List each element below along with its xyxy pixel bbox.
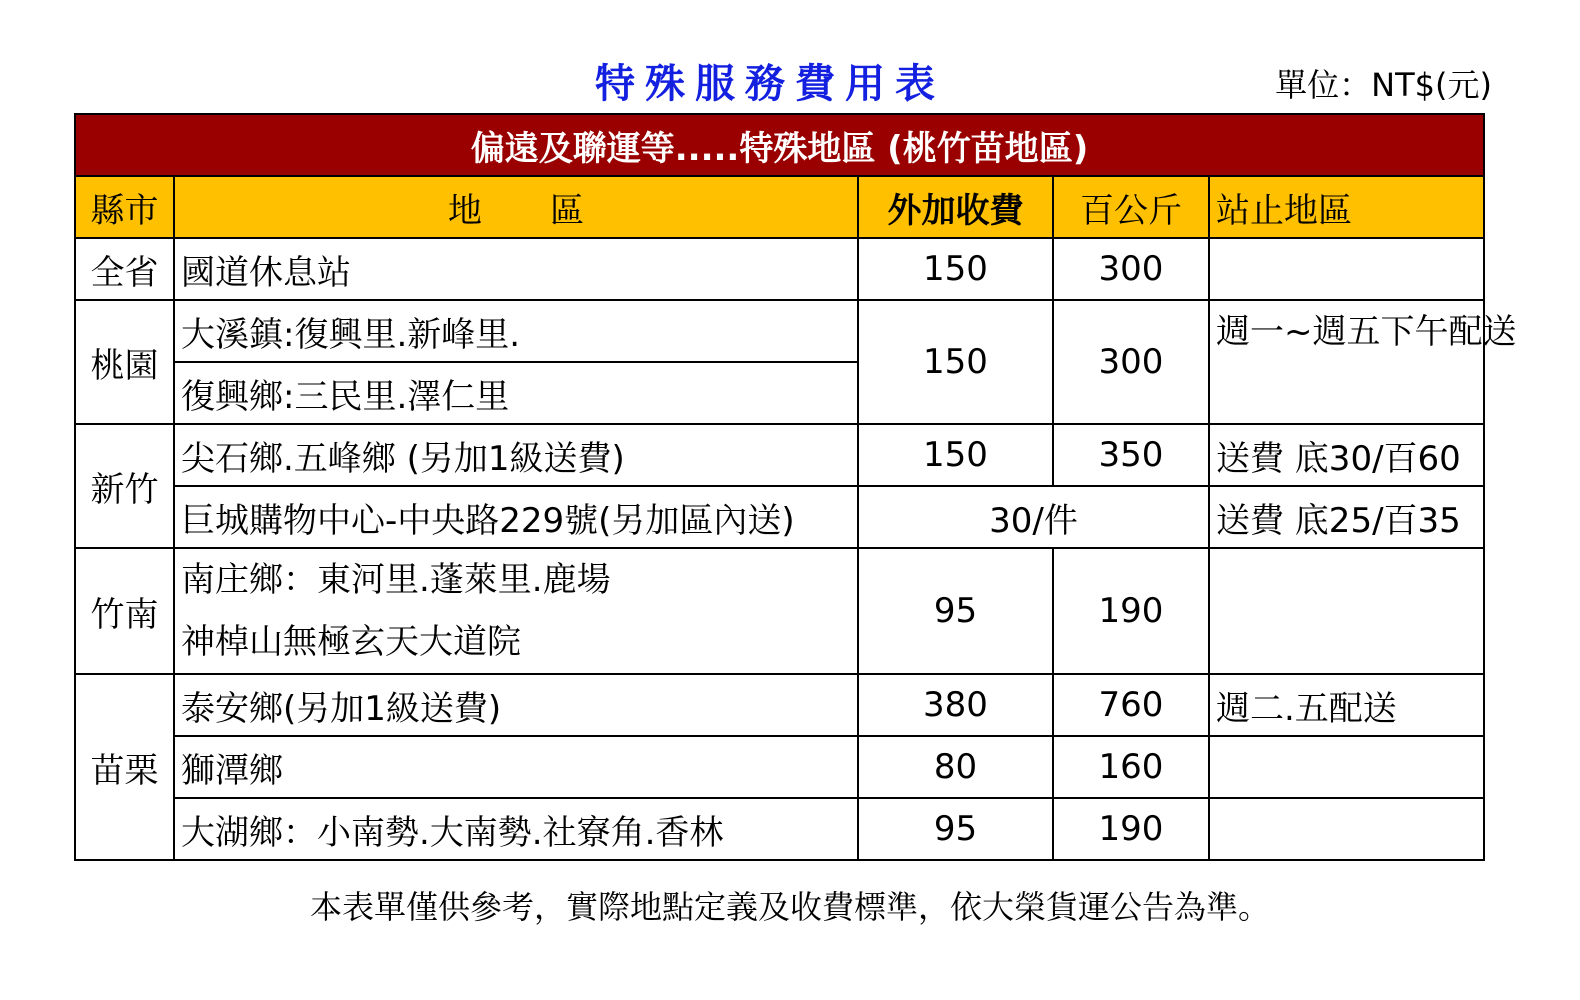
area-line: 南庄鄉：東河里.蓬萊里.鹿場: [181, 560, 611, 600]
area-cell: 大溪鎮:復興里.新峰里.: [174, 300, 858, 362]
table-row: [75, 798, 1484, 860]
per100-cell: 300: [1053, 238, 1209, 300]
table-row: [75, 736, 1484, 798]
header-area: 地 區: [174, 176, 858, 238]
area-line: 神棹山無極玄天大道院: [181, 622, 521, 662]
per100-cell: 300: [1053, 300, 1209, 424]
area-cell: 復興鄉:三民里.澤仁里: [174, 362, 858, 424]
stop-cell: 送費 底30/百60: [1209, 424, 1484, 486]
per100-cell: 190: [1053, 548, 1209, 674]
area-cell: 尖石鄉.五峰鄉 (另加1級送費): [174, 424, 858, 486]
fee-table: [74, 113, 1517, 861]
footnote: 本表單僅供參考，實際地點定義及收費標準，依大榮貨運公告為準。: [309, 888, 1270, 926]
per100-cell: 760: [1053, 674, 1209, 736]
table-row: [75, 424, 1484, 486]
table-row: [75, 548, 1484, 674]
county-cell: 竹南: [75, 548, 174, 674]
stop-cell: [1209, 736, 1484, 798]
area-cell: 國道休息站: [174, 238, 858, 300]
stop-cell: 週一~週五下午配送: [1209, 300, 1484, 424]
table-row: [75, 486, 1484, 548]
surcharge-cell: 380: [858, 674, 1053, 736]
unit-label: 單位：NT$(元): [1275, 66, 1492, 104]
per100-cell: 160: [1053, 736, 1209, 798]
surcharge-cell: 150: [858, 238, 1053, 300]
table-row: [75, 300, 1484, 362]
page-title: 特殊服務費用表: [595, 61, 945, 107]
table-row: [75, 238, 1484, 300]
stop-cell: 送費 底25/百35: [1209, 486, 1484, 548]
surcharge-cell: 95: [858, 798, 1053, 860]
combined-fee-cell: 30/件: [858, 486, 1209, 548]
surcharge-cell: 80: [858, 736, 1053, 798]
table-header-row: [75, 176, 1484, 238]
header-per100: 百公斤: [1053, 176, 1209, 238]
county-cell: 苗栗: [75, 674, 174, 860]
area-cell: 獅潭鄉: [174, 736, 858, 798]
per100-cell: 350: [1053, 424, 1209, 486]
surcharge-cell: 150: [858, 300, 1053, 424]
area-cell: 巨城購物中心-中央路229號(另加區內送): [174, 486, 858, 548]
header-county: 縣市: [75, 176, 174, 238]
surcharge-cell: 150: [858, 424, 1053, 486]
table-row: [75, 674, 1484, 736]
header-stop: 站止地區: [1209, 176, 1484, 238]
surcharge-cell: 95: [858, 548, 1053, 674]
stop-cell: [1209, 548, 1484, 674]
county-cell: 桃園: [75, 300, 174, 424]
area-cell: 大湖鄉：小南勢.大南勢.社寮角.香林: [174, 798, 858, 860]
county-cell: 全省: [75, 238, 174, 300]
stop-cell: [1209, 798, 1484, 860]
table-banner: 偏遠及聯運等.....特殊地區 (桃竹苗地區): [75, 114, 1484, 176]
stop-cell: [1209, 238, 1484, 300]
stop-cell: 週二.五配送: [1209, 674, 1484, 736]
area-cell: 泰安鄉(另加1級送費): [174, 674, 858, 736]
county-cell: 新竹: [75, 424, 174, 548]
area-cell: [174, 548, 858, 674]
header-surcharge: 外加收費: [858, 176, 1053, 238]
per100-cell: 190: [1053, 798, 1209, 860]
